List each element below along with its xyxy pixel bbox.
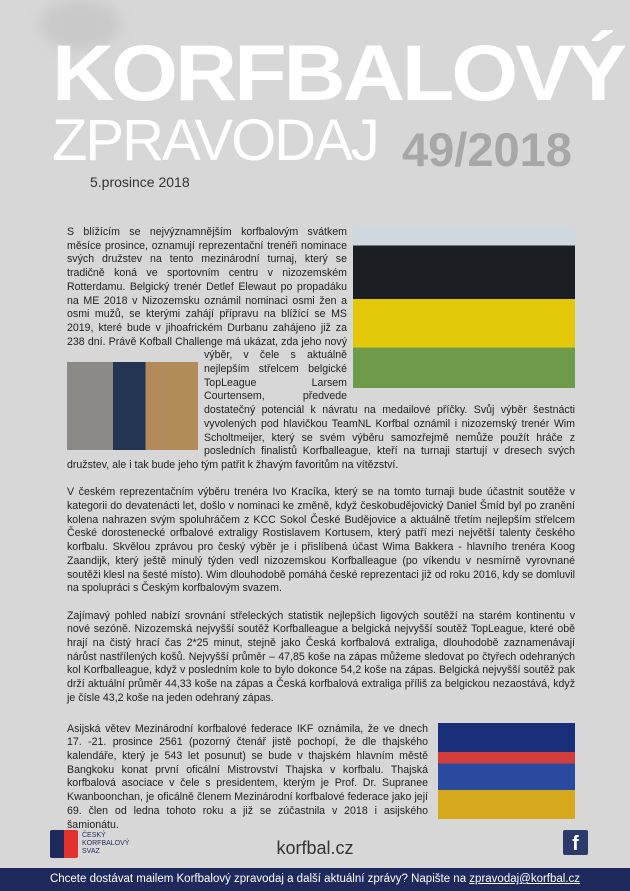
article-body [67,226,575,846]
email-link[interactable]: zpravodaj@korfbal.cz [469,873,581,885]
facebook-icon[interactable]: f [563,830,588,855]
subscribe-text: Chcete dostávat mailem Korfbalový zpravodaj a další aktuální zprávy? Napište na [49,873,470,885]
thailand-championship-poster [438,723,575,819]
logo-text: ČESKÝ KORFBALOVÝ SVAZ [82,832,130,855]
issue-date: 5.prosince 2018 [90,174,190,190]
paragraph-4 [67,723,575,833]
website-link[interactable]: korfbal.cz [276,838,354,858]
coach-photo [67,362,198,450]
paragraph-1 [67,226,575,473]
masthead-subtitle: ZPRAVODAJ [52,108,378,173]
subscribe-bar [0,868,630,891]
issue-number: 49/2018 [402,123,572,176]
paragraph-4-text: Asijská větev Mezinárodní korfbalové federace IKF oznámila, že ve dnech 17. -21. prosince 2561 (pozorný čtenář jistě pochopí, že dle thajského kalendáře, který je 543 let posunut) se bude v thajském hlavním městě Bangkoku konat první oficální Mistrovství Thajska v korfbalu. Thajská korfbalová asociace v čele s presidentem, kterým je Prof. Dr. Supranee Kwanboonchan, je oficálně členem Mezinárodní korfbalové federace jako její 69. člen od ledna tohoto roku a již se zúčastnila v 2018 i asijského šamionátu. [67,722,428,831]
masthead-title: KORFBALOVÝ [52,29,624,118]
paragraph-3: Zajímavý pohled nabízí srovnání střeleckých statistik nejlepších ligových soutěží na starém kontinentu v nové sezóně. Nizozemská nejvyšší soutěž Korfballeague a belgická nejvyšší soutěž TopLeague, které obě hrají na čistý hrací čas 2*25 minut, stejně jako Česká korfbalová extraliga, dlouhodobě zaznamenávají nárůst nastřílených košů. Nejvyšší průměr – 47,85 koše na zápas můžeme sledovat po čtyřech odehraných kol Korfballeague, když v posledním kole to bylo dokonce 54,2 koše na zápas. Belgická nejvyšší soutěž pak drží aktuální průměr 44,33 koše na zápas a Česká korfbalová extraliga příliš za belgickou nezaostává, když je čísle 43,2 koše na jeden odehraný zápas. [67,609,575,704]
team-belgium-photo [353,226,575,388]
paragraph-2: V českém reprezentačním výběru trenéra Ivo Kracíka, který se na tomto turnaji bude účastnit soutěže v kategorii do devatenácti let, došlo v nominaci ke změně, když českobudějovický Daniel Šmíd byl po zranění kolena nahrazen svým spoluhráčem z KCC Sokol České Budějovice a aktuálně třetím nejlepším střelcem České dorostenecké orfbalové extraligy Rostislavem Kortusem, který patří mezi největší talenty českého korfbalu. Skvělou zprávou pro český výběr je i přislíbená účast Wima Bakkera - hlavního trenéra Koog Zaandijk, který ještě minulý týden vedl nizozemskou Korfballeague (po víkendu v nesmírně vyrovnané soutěži klesl na šesté místo). Wim dlouhodobě pomáhá české reprezentaci již od roku 2016, kdy se domluvil na spolupráci s Českým korfbalovým svazem. [67,486,575,595]
paragraph-1-text: S blížícím se nejvýznamnějším korfbalovým svátkem měsíce prosince, oznamují reprezentační trenéři nominace svých družstev na tento mezinárodní turnaj, který se tradičně koná ve sportovním centru v nizozemském Rotterdamu. Belgický trenér Detlef Elewaut po propadáku na ME 2018 v Nizozemsku oznámil nominaci osmi žen a osmi mužů, se kterými zahájí přípravu na blížící se MS 2019, které bude v jihoafrickém Durbanu zahájeno již za 238 dní. Právě Kofball Challenge má ukázat, zda jeho nový výběr, v čele s aktuálně nejlepším střelcem belgické TopLeague Larsem Courtensem, předvede dostatečný potenciál k návratu na medailové příčky. Svůj výběr šestnácti vyvolených pod hlavičkou TeamNL Korfbal oznámil i nizozemský trenér Wim Scholtmeijer, který se svém výběru samozřejmě nemůže použít hráče z posledních finalistů Korfballeague, kteří na turnaji startují v dresech svých družstev, ale i tak bude jeho tým patřit k žhavým favoritům na vítězství. [67,226,575,471]
